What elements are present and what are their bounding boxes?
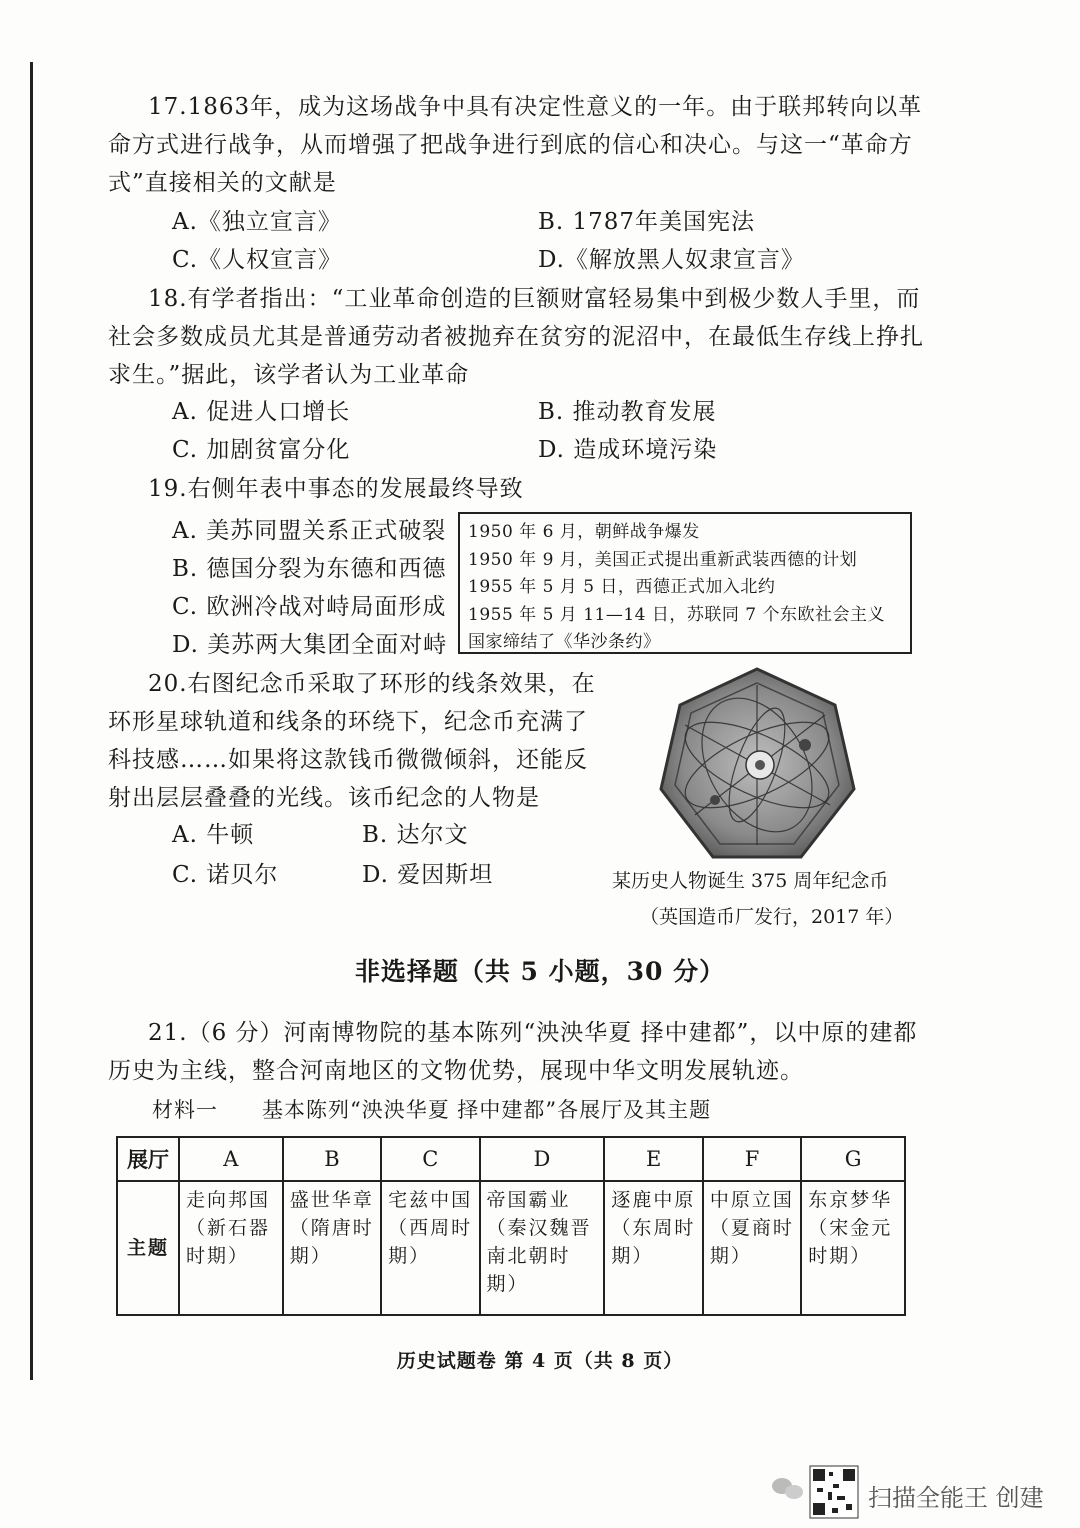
table-row-header-theme: 主题 — [117, 1181, 179, 1315]
theme-cell: 帝国霸业（秦汉魏晋南北朝时期） — [480, 1181, 605, 1315]
timeline-entry: 1955 年 5 月 11—14 日，苏联同 7 个东欧社会主义国家缔结了《华沙条约》 — [468, 604, 885, 652]
coin-caption-line1: 某历史人物诞生 375 周年纪念币 — [612, 870, 889, 892]
table-row — [117, 1137, 905, 1181]
qr-code-icon — [810, 1466, 858, 1518]
q21-stem — [108, 1014, 928, 1090]
q18-option-d: D. 造成环境污染 — [538, 437, 718, 463]
q21-stem-text: 21.（6 分）河南博物院的基本陈列“泱泱华夏 择中建都”，以中原的建都历史为主线，整合河南地区的文物优势，展现中华文明发展轨迹。 — [108, 1020, 918, 1084]
q20-option-a: A. 牛顿 — [172, 822, 255, 848]
q17-option-c: C.《人权宣言》 — [172, 247, 343, 273]
commemorative-coin-image — [655, 665, 860, 865]
page-footer: 历史试题卷 第 4 页（共 8 页） — [396, 1350, 684, 1372]
watermark-text: 扫描全能王 创建 — [868, 1484, 1044, 1512]
q18-option-a: A. 促进人口增长 — [172, 399, 351, 425]
q19-stem: 19.右侧年表中事态的发展最终导致 — [148, 476, 524, 502]
theme-cell: 中原立国（夏商时期） — [703, 1181, 801, 1315]
q20-stem — [108, 665, 608, 817]
binding-margin-line — [30, 62, 33, 1380]
table-row — [117, 1181, 905, 1315]
material-one-label: 材料一 基本陈列“泱泱华夏 择中建都”各展厅及其主题 — [152, 1098, 712, 1122]
q20-option-c: C. 诺贝尔 — [172, 862, 279, 888]
q18-option-b: B. 推动教育发展 — [538, 399, 717, 425]
coin-illustration — [655, 665, 860, 865]
q19-option-d: D. 美苏两大集团全面对峙 — [172, 632, 448, 658]
q18-stem — [108, 280, 928, 394]
q19-option-a: A. 美苏同盟关系正式破裂 — [172, 518, 447, 544]
coin-caption-line2: （英国造币厂发行，2017 年） — [640, 906, 904, 928]
q18-option-c: C. 加剧贫富分化 — [172, 437, 351, 463]
exhibition-halls-table — [116, 1136, 906, 1316]
section-title: 非选择题（共 5 小题，30 分） — [354, 957, 726, 986]
q19-timeline-box — [458, 512, 912, 654]
q18-stem-text: 18.有学者指出：“工业革命创造的巨额财富轻易集中到极少数人手里，而社会多数成员尤其是普通劳动者被抛弃在贫穷的泥沼中，在最低生存线上挣扎求生。”据此，该学者认为工业革命 — [108, 286, 924, 388]
theme-cell: 逐鹿中原（东周时期） — [604, 1181, 702, 1315]
theme-cell: 东京梦华（宋金元时期） — [801, 1181, 905, 1315]
q17-option-d: D.《解放黑人奴隶宣言》 — [538, 247, 805, 273]
hall-cell: F — [703, 1137, 801, 1181]
q17-option-a: A.《独立宣言》 — [172, 209, 342, 235]
theme-cell: 盛世华章（隋唐时期） — [283, 1181, 381, 1315]
q20-option-b: B. 达尔文 — [362, 822, 469, 848]
q19-option-b: B. 德国分裂为东德和西德 — [172, 556, 447, 582]
q20-option-d: D. 爱因斯坦 — [362, 862, 494, 888]
timeline-entry: 1955 年 5 月 5 日，西德正式加入北约 — [468, 577, 776, 597]
q17-stem-text: 17.1863年，成为这场战争中具有决定性意义的一年。由于联邦转向以革命方式进行战争，从而增强了把战争进行到底的信心和决心。与这一“革命方式”直接相关的文献是 — [108, 94, 923, 196]
timeline-entry: 1950 年 6 月，朝鲜战争爆发 — [468, 522, 700, 542]
q20-stem-text: 20.右图纪念币采取了环形的线条效果，在环形星球轨道和线条的环绕下，纪念币充满了科技感……如果将这款钱币微微倾斜，还能反射出层层叠叠的光线。该币纪念的人物是 — [108, 671, 596, 811]
hall-cell: D — [480, 1137, 605, 1181]
wechat-logo-icon — [772, 1478, 803, 1499]
hall-cell: E — [604, 1137, 702, 1181]
hall-cell: B — [283, 1137, 381, 1181]
table-row-header-hall: 展厅 — [117, 1137, 179, 1181]
timeline-entry: 1950 年 9 月，美国正式提出重新武装西德的计划 — [468, 549, 858, 570]
q17-stem — [108, 88, 928, 202]
theme-cell: 宅兹中国（西周时期） — [381, 1181, 479, 1315]
hall-cell: G — [801, 1137, 905, 1181]
theme-cell: 走向邦国（新石器时期） — [179, 1181, 283, 1315]
hall-cell: C — [381, 1137, 479, 1181]
q19-option-c: C. 欧洲冷战对峙局面形成 — [172, 594, 447, 620]
q17-option-b: B. 1787年美国宪法 — [538, 209, 756, 235]
hall-cell: A — [179, 1137, 283, 1181]
